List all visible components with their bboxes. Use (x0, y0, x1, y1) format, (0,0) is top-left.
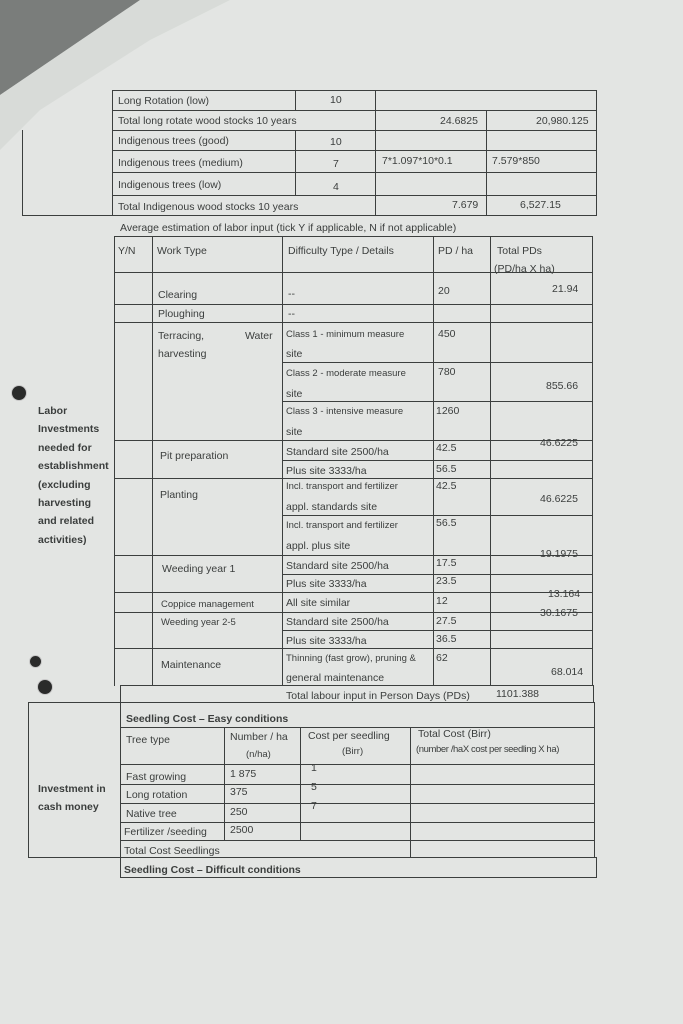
pd-value: 450 (438, 328, 456, 340)
total-value: 13.164 (548, 588, 581, 600)
header-yn: Y/N (118, 245, 136, 257)
side-label: cash money (38, 801, 99, 813)
row-label: Total long rotate wood stocks 10 years (118, 115, 297, 127)
pd-value: 62 (436, 652, 448, 664)
binder-hole (30, 656, 41, 667)
side-label: Labor (38, 405, 68, 417)
detail: site (286, 388, 303, 400)
side-label: harvesting (38, 497, 92, 509)
header-number-sub: (n/ha) (246, 749, 271, 760)
row-label: Indigenous trees (low) (118, 179, 222, 191)
total-labour-label: Total labour input in Person Days (PDs) (286, 690, 470, 702)
row-label: Long Rotation (low) (118, 95, 210, 107)
labor-heading: Average estimation of labor input (tick Y if applicable, N if not applicable) (120, 222, 457, 234)
binder-hole (12, 386, 26, 400)
total-value: 46.6225 (540, 437, 578, 449)
side-label: establishment (38, 460, 109, 472)
pd-value: 1260 (436, 405, 460, 417)
pd-value: 56.5 (436, 463, 457, 475)
header-difficulty: Difficulty Type / Details (288, 245, 394, 257)
work-type: Ploughing (158, 308, 205, 320)
row-pd: 24.6825 (440, 115, 478, 127)
header-total-cost-sub: (number /haX cost per seedling X ha) (416, 744, 559, 755)
detail: -- (288, 308, 295, 320)
pd-value: 36.5 (436, 633, 457, 645)
side-label: and related (38, 515, 95, 527)
total-value: 21.94 (552, 283, 579, 295)
header-work-type: Work Type (157, 245, 207, 257)
detail: Standard site 2500/ha (286, 446, 389, 458)
header-cost-sub: (Birr) (342, 746, 364, 757)
total-value: 30.1675 (540, 607, 578, 619)
tree-type: Fast growing (126, 771, 187, 783)
header-pd: PD / ha (438, 245, 474, 257)
row-count: 7 (333, 158, 339, 170)
pd-value: 42.5 (436, 442, 457, 454)
total-value: 46.6225 (540, 493, 578, 505)
row-label: Total Indigenous wood stocks 10 years (118, 201, 299, 213)
row-count: 4 (333, 181, 339, 193)
detail: Plus site 3333/ha (286, 465, 367, 477)
detail: Thinning (fast grow), pruning & (286, 653, 416, 664)
detail: Incl. transport and fertilizer (286, 520, 398, 531)
row-pd: 7*1.097*10*0.1 (382, 155, 453, 167)
pd-value: 12 (436, 595, 448, 607)
row-pd: 7.679 (452, 199, 479, 211)
cost-per-seedling: 5 (311, 781, 317, 793)
number-per-ha: 1 875 (230, 768, 257, 780)
work-type: Water (245, 330, 273, 342)
row-count: 10 (330, 94, 342, 106)
pd-value: 27.5 (436, 615, 457, 627)
detail: Class 3 - intensive measure (286, 406, 404, 417)
row-total: 7.579*850 (492, 155, 540, 167)
row-label: Indigenous trees (good) (118, 135, 229, 147)
detail: All site similar (286, 597, 351, 609)
detail: appl. plus site (286, 540, 351, 552)
header-total-cost: Total Cost (Birr) (418, 728, 491, 740)
work-type: Planting (160, 489, 198, 501)
side-label: activities) (38, 534, 87, 546)
header-total-sub: (PD/ha X ha) (494, 263, 555, 275)
number-per-ha: 250 (230, 806, 248, 818)
cost-per-seedling: 1 (311, 762, 317, 774)
detail: Incl. transport and fertilizer (286, 481, 398, 492)
side-label: Investments (38, 423, 100, 435)
seedling-heading: Seedling Cost – Easy conditions (126, 713, 289, 725)
row-count: 10 (330, 136, 342, 148)
pd-value: 42.5 (436, 480, 457, 492)
total-value: 68.014 (551, 666, 584, 678)
pd-value: 23.5 (436, 575, 457, 587)
pd-value: 56.5 (436, 517, 457, 529)
header-tree-type: Tree type (126, 734, 170, 746)
work-type: Weeding year 1 (162, 563, 236, 575)
side-label: needed for (38, 442, 92, 454)
detail: appl. standards site (286, 501, 378, 513)
detail: Standard site 2500/ha (286, 560, 389, 572)
tree-type: Long rotation (126, 789, 188, 801)
row-label: Indigenous trees (medium) (118, 157, 243, 169)
header-number: Number / ha (230, 731, 288, 743)
header-total: Total PDs (497, 245, 542, 257)
pd-value: 17.5 (436, 557, 457, 569)
work-type: Weeding year 2-5 (161, 617, 236, 628)
work-type: harvesting (158, 348, 207, 360)
work-type: Terracing, (158, 330, 205, 342)
pd-value: 780 (438, 366, 456, 378)
side-label: (excluding (38, 479, 91, 491)
header-cost: Cost per seedling (308, 730, 390, 742)
work-type: Pit preparation (160, 450, 229, 462)
pd-value: 20 (438, 285, 450, 297)
detail: site (286, 426, 303, 438)
detail: site (286, 348, 303, 360)
number-per-ha: 375 (230, 786, 248, 798)
detail: Plus site 3333/ha (286, 578, 367, 590)
work-type: Coppice management (161, 599, 254, 610)
side-label: Investment in (38, 783, 106, 795)
total-value: 855.66 (546, 380, 579, 392)
tree-type: Native tree (126, 808, 177, 820)
cost-per-seedling: 7 (311, 800, 317, 812)
work-type: Clearing (158, 289, 198, 301)
detail: general maintenance (286, 672, 385, 684)
detail: Class 2 - moderate measure (286, 368, 406, 379)
detail: Standard site 2500/ha (286, 616, 389, 628)
tree-type: Fertilizer /seeding (124, 826, 207, 838)
detail: -- (288, 288, 295, 300)
binder-hole (38, 680, 52, 694)
work-type: Maintenance (161, 659, 222, 671)
row-total: 20,980.125 (536, 115, 589, 127)
number-per-ha: 2500 (230, 824, 254, 836)
detail: Class 1 - minimum measure (286, 329, 405, 340)
difficult-heading: Seedling Cost – Difficult conditions (124, 864, 301, 876)
total-cost-seedlings: Total Cost Seedlings (124, 845, 220, 857)
detail: Plus site 3333/ha (286, 635, 367, 647)
total-labour-value: 1101.388 (496, 688, 540, 700)
total-value: 19.1975 (540, 548, 578, 560)
row-total: 6,527.15 (520, 199, 561, 211)
